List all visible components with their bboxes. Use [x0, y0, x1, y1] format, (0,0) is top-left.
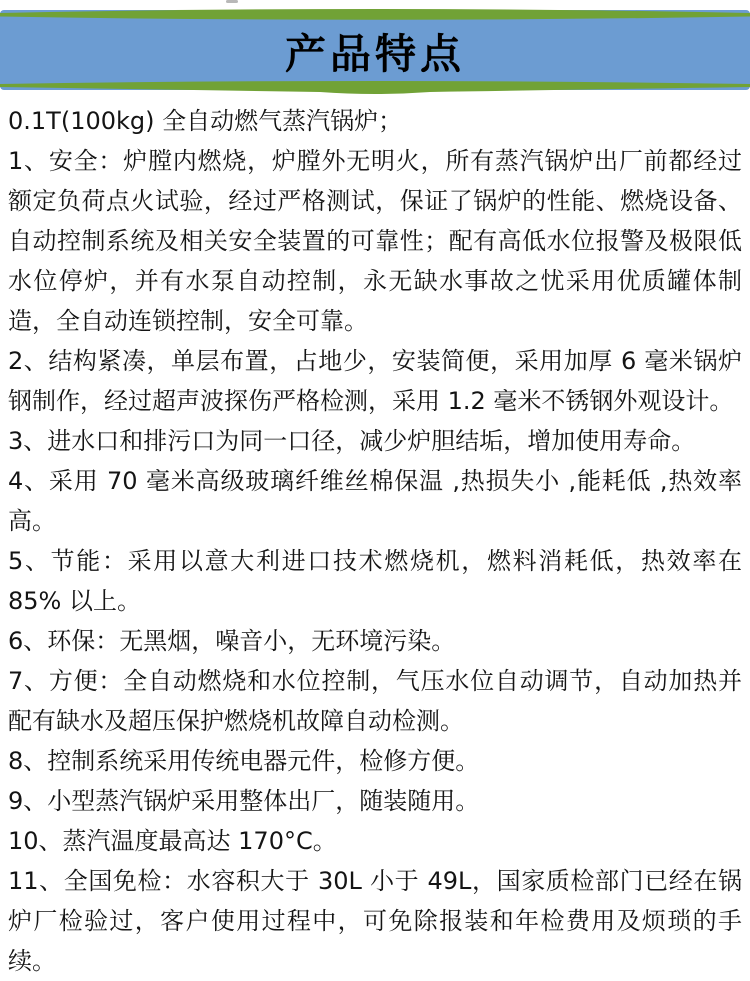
feature-item-5: 5、节能：采用以意大利进口技术燃烧机，燃料消耗低，热效率在 85% 以上。 [8, 547, 742, 615]
feature-item-3: 3、进水口和排污口为同一口径，减少炉胆结垢，增加使用寿命。 [8, 427, 696, 455]
feature-item-9: 9、小型蒸汽锅炉采用整体出厂，随装随用。 [8, 787, 480, 815]
feature-item-10: 10、蒸汽温度最高达 170°C。 [8, 827, 337, 855]
section-banner [0, 0, 750, 100]
feature-item-6: 6、环保：无黑烟，噪音小，无环境污染。 [8, 627, 456, 655]
feature-item-1: 1、安全：炉膛内燃烧，炉膛外无明火，所有蒸汽锅炉出厂前都经过额定负荷点火试验，经过严格测试，保证了锅炉的性能、燃烧设备、自动控制系统及相关安全装置的可靠性；配有高低水位报警及极限低水位停炉，并有水泵自动控制，永无缺水事故之忧采用优质罐体制造，全自动连锁控制，安全可靠。 [8, 147, 742, 335]
feature-item-8: 8、控制系统采用传统电器元件，检修方便。 [8, 747, 480, 775]
feature-item-2: 2、结构紧凑，单层布置，占地少，安装简便，采用加厚 6 毫米锅炉钢制作，经过超声波探伤严格检测，采用 1.2 毫米不锈钢外观设计。 [8, 347, 742, 415]
feature-item-7: 7、方便：全自动燃烧和水位控制，气压水位自动调节，自动加热并配有缺水及超压保护燃烧机故障自动检测。 [8, 667, 742, 735]
feature-item-4: 4、采用 70 毫米高级玻璃纤维丝棉保温 ,热损失小 ,能耗低 ,热效率高。 [8, 467, 742, 535]
intro-line: 0.1T(100kg) 全自动燃气蒸汽锅炉； [8, 107, 403, 135]
feature-list [0, 100, 750, 981]
section-title: 产品特点 [285, 29, 465, 78]
feature-item-11: 11、全国免检：水容积大于 30L 小于 49L，国家质检部门已经在锅炉厂检验过，客户使用过程中，可免除报装和年检费用及烦琐的手续。 [8, 867, 742, 975]
